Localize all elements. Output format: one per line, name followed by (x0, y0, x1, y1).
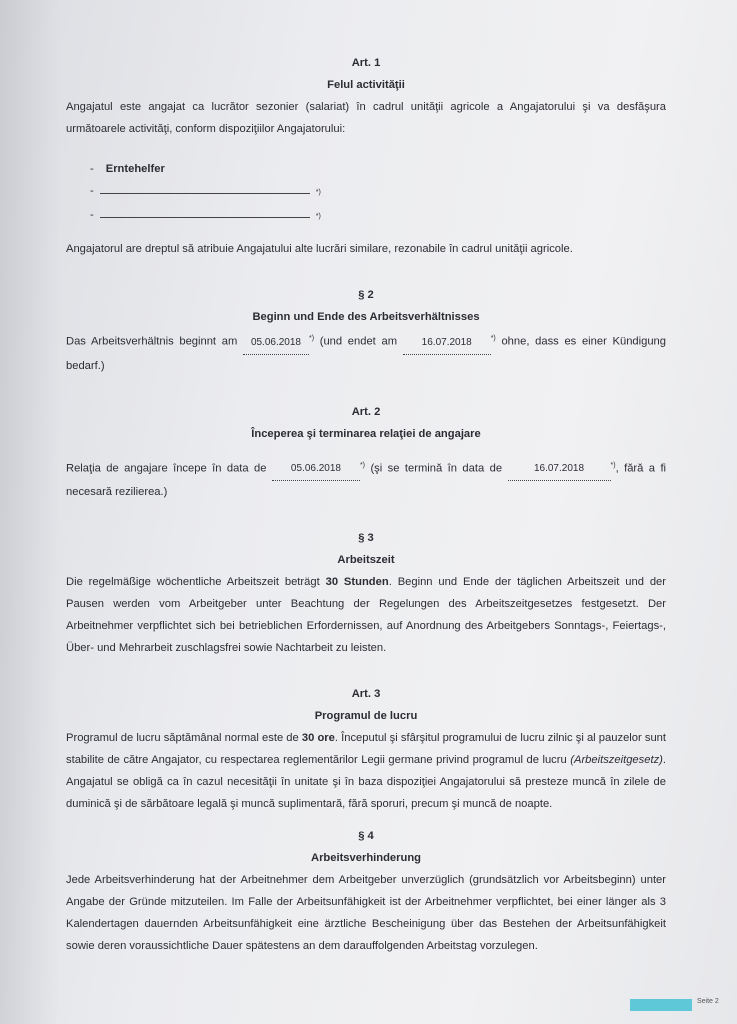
s2-heading: § 2 (358, 289, 374, 301)
art2-end-date: 16.07.2018 (508, 458, 611, 481)
s2-start-date: 05.06.2018 (243, 332, 309, 355)
art3-text-b: . Începutul şi sfârşitul programului de lucru zilnic şi al pauzelor sunt stabilite de către Angajator, cu respectarea reglementărilor Legii germane privind programul de lucru (66, 732, 667, 767)
art2-text (66, 455, 666, 504)
s2-title: Beginn und Ende des Arbeitsverhältnisses (252, 311, 480, 323)
s3-hours: 30 Stunden (325, 576, 389, 589)
s3-heading: § 3 (358, 532, 374, 545)
art2-start-date: 05.06.2018 (272, 458, 360, 481)
art1-bullet-2 (90, 180, 666, 204)
page-number: Seite 2 (697, 998, 719, 1005)
art3-heading: Art. 3 (351, 688, 381, 701)
art2-text-c: , fără a fi necesară rezilierea.) (66, 462, 667, 499)
art2-heading: Art. 2 (351, 405, 381, 418)
s2-text (66, 328, 666, 377)
art1-intro: Angajatul este angajat ca lucrător sezonier (salariat) în cadrul unităţii agricole a Angajatorului şi va desfăşura următoarele activităţi, conform dispoziţiilor Angajatorului: (66, 101, 666, 135)
redaction-bar (630, 999, 692, 1011)
art3-law: (Arbeitszeitgesetz) (570, 754, 663, 767)
footnote-mark: *) (610, 461, 616, 469)
s2-text-a: Das Arbeitsverhältnis beginnt am (66, 335, 238, 348)
s2-text-b: (und endet am (319, 335, 398, 348)
footnote-mark: *) (315, 213, 321, 220)
s3-title: Arbeitszeit (337, 554, 395, 567)
art3-hours: 30 ore (301, 732, 335, 745)
s4-text: Jede Arbeitsverhinderung hat der Arbeitnehmer dem Arbeitgeber unverzüglich (grundsätzlich vor Arbeitsbeginn) unter Angabe der Gründe mitzuteilen. Im Falle der Arbeitsunfähigkeit ist der Arbeitnehmer verpflichtet, bei einer länger als 3 Kalendertagen dauernden Arbeitsunfähigkeit eine ärztliche Bescheinigung über das Bestehen der Arbeitsunfähigkeit sowie deren voraussichtliche Dauer spätestens an dem darauffolgenden Arbeitstag vorzulegen. (66, 874, 666, 953)
art2-title: Începerea şi terminarea relaţiei de angajare (251, 427, 481, 440)
art1-heading: Art. 1 (351, 57, 381, 69)
footnote-mark: *) (315, 189, 321, 196)
s4-heading: § 4 (358, 830, 374, 843)
art1-bullet-3 (90, 204, 666, 228)
bullet-dash: - (90, 163, 94, 175)
art1-title: Felul activităţii (327, 79, 405, 91)
footnote-mark: *) (490, 335, 496, 342)
contract-body (66, 52, 666, 957)
footnote-mark: *) (308, 335, 315, 342)
art1-bullet-1 (90, 158, 666, 180)
art1-closing: Angajatorul are dreptul să atribuie Angajatului alte lucrări similare, rezonabile în cadrul unităţii agricole. (66, 243, 573, 255)
bullet-activity: Erntehelfer (105, 163, 165, 175)
s3-text-a: Die regelmäßige wöchentliche Arbeitszeit beträgt (66, 576, 320, 589)
blank-activity-line (100, 205, 310, 218)
s3-text (66, 571, 666, 659)
footnote-mark: *) (359, 461, 366, 469)
art3-text-a: Programul de lucru săptămânal normal este de (66, 732, 299, 745)
bullet-dash: - (90, 185, 94, 197)
art3-text-c: . Angajatul se obligă ca în cazul necesităţii în unitate şi în baza dispoziţiei Angajatorului să presteze muncă în zilele de duminică şi de sărbătoare legală şi muncă suplimentară, fără sporuri, precum şi muncă de noapte. (66, 754, 667, 811)
s3-text-b: . Beginn und Ende der täglichen Arbeitszeit und der Pausen werden vom Arbeitgeber unter Beachtung der Regelungen des Arbeitszeitgesetzes festgesetzt. Der Arbeitnehmer verpflichtet sich bei betrieblichen Erfordernissen, auf Anordnung des Arbeitgebers Sonntags-, Feiertags-, Über- und Mehrarbeit zuschlagsfrei sowie Nachtarbeit zu leisten. (66, 576, 667, 655)
page-shadow (0, 0, 60, 1024)
s2-end-date: 16.07.2018 (403, 332, 491, 355)
s2-text-c: ohne, dass es einer Kündigung bedarf.) (66, 335, 667, 372)
bullet-dash: - (90, 209, 94, 221)
art3-title: Programul de lucru (314, 710, 418, 723)
art3-text (66, 727, 666, 815)
blank-activity-line (100, 181, 310, 194)
art2-text-a: Relaţia de angajare începe în data de (66, 462, 267, 475)
art2-text-b: (şi se termină în data de (370, 462, 503, 475)
s4-title: Arbeitsverhinderung (310, 852, 422, 865)
